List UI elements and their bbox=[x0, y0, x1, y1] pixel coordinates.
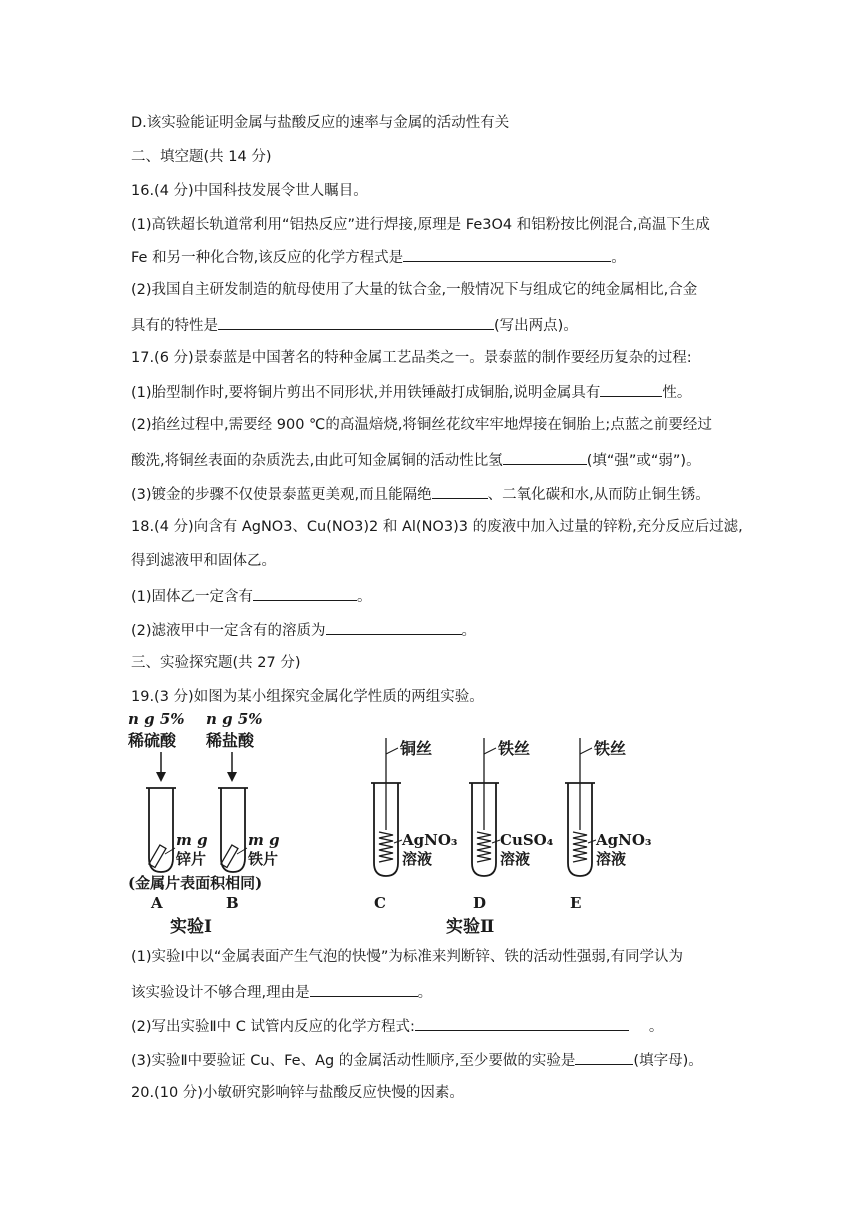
answer-blank-17-3[interactable] bbox=[432, 483, 488, 499]
answer-blank-19-3[interactable] bbox=[575, 1049, 633, 1065]
question-17-2-answer-line bbox=[131, 449, 701, 471]
answer-blank-18-1[interactable] bbox=[253, 585, 357, 601]
answer-blank-19-2[interactable] bbox=[415, 1015, 629, 1031]
question-18-1-prompt: (1)固体乙一定含有 bbox=[131, 589, 254, 605]
label-b: B bbox=[226, 894, 239, 912]
metal-a-mass: m g bbox=[176, 831, 208, 849]
question-17-1-line bbox=[131, 381, 691, 403]
question-18-2-suffix: 。 bbox=[461, 623, 477, 639]
solution-e-formula: AgNO₃ bbox=[596, 831, 652, 849]
test-tube-a bbox=[128, 710, 208, 872]
acid-a-amount: n g 5% bbox=[128, 710, 185, 728]
question-20-stem: 20.(10 分)小敏研究影响锌与盐酸反应快慢的因素。 bbox=[131, 1085, 464, 1101]
answer-blank-17-1[interactable] bbox=[600, 381, 662, 397]
question-16-stem: 16.(4 分)中国科技发展令世人瞩目。 bbox=[131, 183, 368, 199]
question-18-2-prompt: (2)滤液甲中一定含有的溶质为 bbox=[131, 623, 326, 639]
metal-b-mass: m g bbox=[248, 831, 280, 849]
question-16-1-text: (1)高铁超长轨道常利用“铝热反应”进行焊接,原理是 Fe3O4 和铝粉按比例混合,高温下生成 bbox=[131, 217, 710, 233]
question-17-1-suffix: 性。 bbox=[662, 385, 692, 401]
question-18-stem: 18.(4 分)向含有 AgNO3、Cu(NO3)2 和 Al(NO3)3 的废液中加入过量的锌粉,充分反应后过滤, bbox=[131, 519, 743, 535]
answer-blank-19-1[interactable] bbox=[310, 981, 418, 997]
test-tube-d bbox=[469, 738, 554, 876]
surface-area-note: (金属片表面积相同) bbox=[128, 874, 263, 892]
wire-c-label: 铜丝 bbox=[400, 739, 433, 758]
question-19-2-suffix: 。 bbox=[648, 1019, 664, 1035]
question-17-3-suffix: 、二氧化碳和水,从而防止铜生锈。 bbox=[487, 487, 710, 503]
solution-e-word: 溶液 bbox=[596, 850, 627, 868]
question-16-2-suffix: (写出两点)。 bbox=[494, 318, 578, 334]
question-18-1-suffix: 。 bbox=[357, 589, 372, 605]
question-19-3-prompt: (3)实验Ⅱ中要验证 Cu、Fe、Ag 的金属活动性顺序,至少要做的实验是 bbox=[131, 1053, 576, 1069]
answer-blank-16-2[interactable] bbox=[218, 314, 494, 330]
question-19-3-line bbox=[131, 1049, 703, 1071]
question-19-1-text: (1)实验Ⅰ中以“金属表面产生气泡的快慢”为标准来判断锌、铁的活动性强弱,有同学认为 bbox=[131, 949, 683, 965]
question-16-2-text: (2)我国自主研发制造的航母使用了大量的钛合金,一般情况下与组成它的纯金属相比,合金 bbox=[131, 282, 698, 298]
question-19-2-prompt: (2)写出实验Ⅱ中 C 试管内反应的化学方程式: bbox=[131, 1019, 415, 1035]
metal-b-name: 铁片 bbox=[248, 850, 279, 868]
question-16-2-answer-line bbox=[131, 314, 578, 336]
caption-experiment-2: 实验Ⅱ bbox=[446, 917, 495, 937]
test-tube-b bbox=[205, 710, 280, 872]
question-19-1-suffix: 。 bbox=[417, 985, 433, 1001]
question-16-1-suffix: 。 bbox=[611, 250, 626, 266]
wire-e-label: 铁丝 bbox=[594, 739, 627, 758]
acid-a-name: 稀硫酸 bbox=[128, 731, 177, 750]
question-17-1-prompt: (1)胎型制作时,要将铜片剪出不同形状,并用铁锤敲打成铜胎,说明金属具有 bbox=[131, 385, 601, 401]
question-19-stem: 19.(3 分)如图为某小组探究金属化学性质的两组实验。 bbox=[131, 689, 484, 705]
section-3-heading: 三、实验探究题(共 27 分) bbox=[131, 655, 301, 671]
experiment-figure bbox=[128, 708, 668, 938]
question-18-2-line bbox=[131, 619, 476, 641]
question-16-2-prompt: 具有的特性是 bbox=[131, 318, 218, 334]
question-17-3-line bbox=[131, 483, 710, 505]
solution-c-word: 溶液 bbox=[402, 850, 433, 868]
question-18-stem-cont: 得到滤液甲和固体乙。 bbox=[131, 553, 276, 569]
solution-c-formula: AgNO₃ bbox=[402, 831, 458, 849]
label-c: C bbox=[374, 894, 386, 912]
question-19-1-prompt: 该实验设计不够合理,理由是 bbox=[131, 985, 310, 1001]
question-16-1-answer-line bbox=[131, 246, 626, 268]
answer-blank-16-1[interactable] bbox=[403, 246, 611, 262]
question-16-1-prompt: Fe 和另一种化合物,该反应的化学方程式是 bbox=[131, 250, 404, 266]
question-17-2-prompt: 酸洗,将铜丝表面的杂质洗去,由此可知金属铜的活动性比氢 bbox=[131, 453, 503, 469]
test-tube-e bbox=[565, 738, 651, 876]
question-19-3-suffix: (填字母)。 bbox=[633, 1053, 703, 1069]
label-e: E bbox=[570, 894, 582, 912]
solution-d-word: 溶液 bbox=[500, 850, 531, 868]
answer-blank-18-2[interactable] bbox=[326, 619, 462, 635]
label-d: D bbox=[473, 894, 487, 912]
question-17-3-prompt: (3)镀金的步骤不仅使景泰蓝更美观,而且能隔绝 bbox=[131, 487, 432, 503]
caption-experiment-1: 实验Ⅰ bbox=[170, 917, 212, 937]
label-a: A bbox=[151, 894, 163, 912]
acid-b-amount: n g 5% bbox=[206, 710, 263, 728]
question-18-1-line bbox=[131, 585, 372, 607]
option-d-text: D.该实验能证明金属与盐酸反应的速率与金属的活动性有关 bbox=[131, 115, 510, 131]
wire-d-label: 铁丝 bbox=[498, 739, 531, 758]
solution-d-formula: CuSO₄ bbox=[500, 831, 554, 849]
question-19-1-answer-line bbox=[131, 981, 432, 1003]
section-2-heading: 二、填空题(共 14 分) bbox=[131, 149, 272, 165]
question-17-stem: 17.(6 分)景泰蓝是中国著名的特种金属工艺品类之一。景泰蓝的制作要经历复杂的过程: bbox=[131, 350, 692, 366]
acid-b-name: 稀盐酸 bbox=[206, 731, 255, 750]
question-19-2-line bbox=[131, 1015, 663, 1037]
metal-a-name: 锌片 bbox=[176, 850, 207, 868]
test-tube-c bbox=[371, 738, 457, 876]
question-17-2-text: (2)掐丝过程中,需要经 900 ℃的高温焙烧,将铜丝花纹牢牢地焊接在铜胎上;点蓝之前要经过 bbox=[131, 417, 712, 433]
question-17-2-suffix: (填“强”或“弱”)。 bbox=[586, 453, 701, 469]
answer-blank-17-2[interactable] bbox=[503, 449, 587, 465]
